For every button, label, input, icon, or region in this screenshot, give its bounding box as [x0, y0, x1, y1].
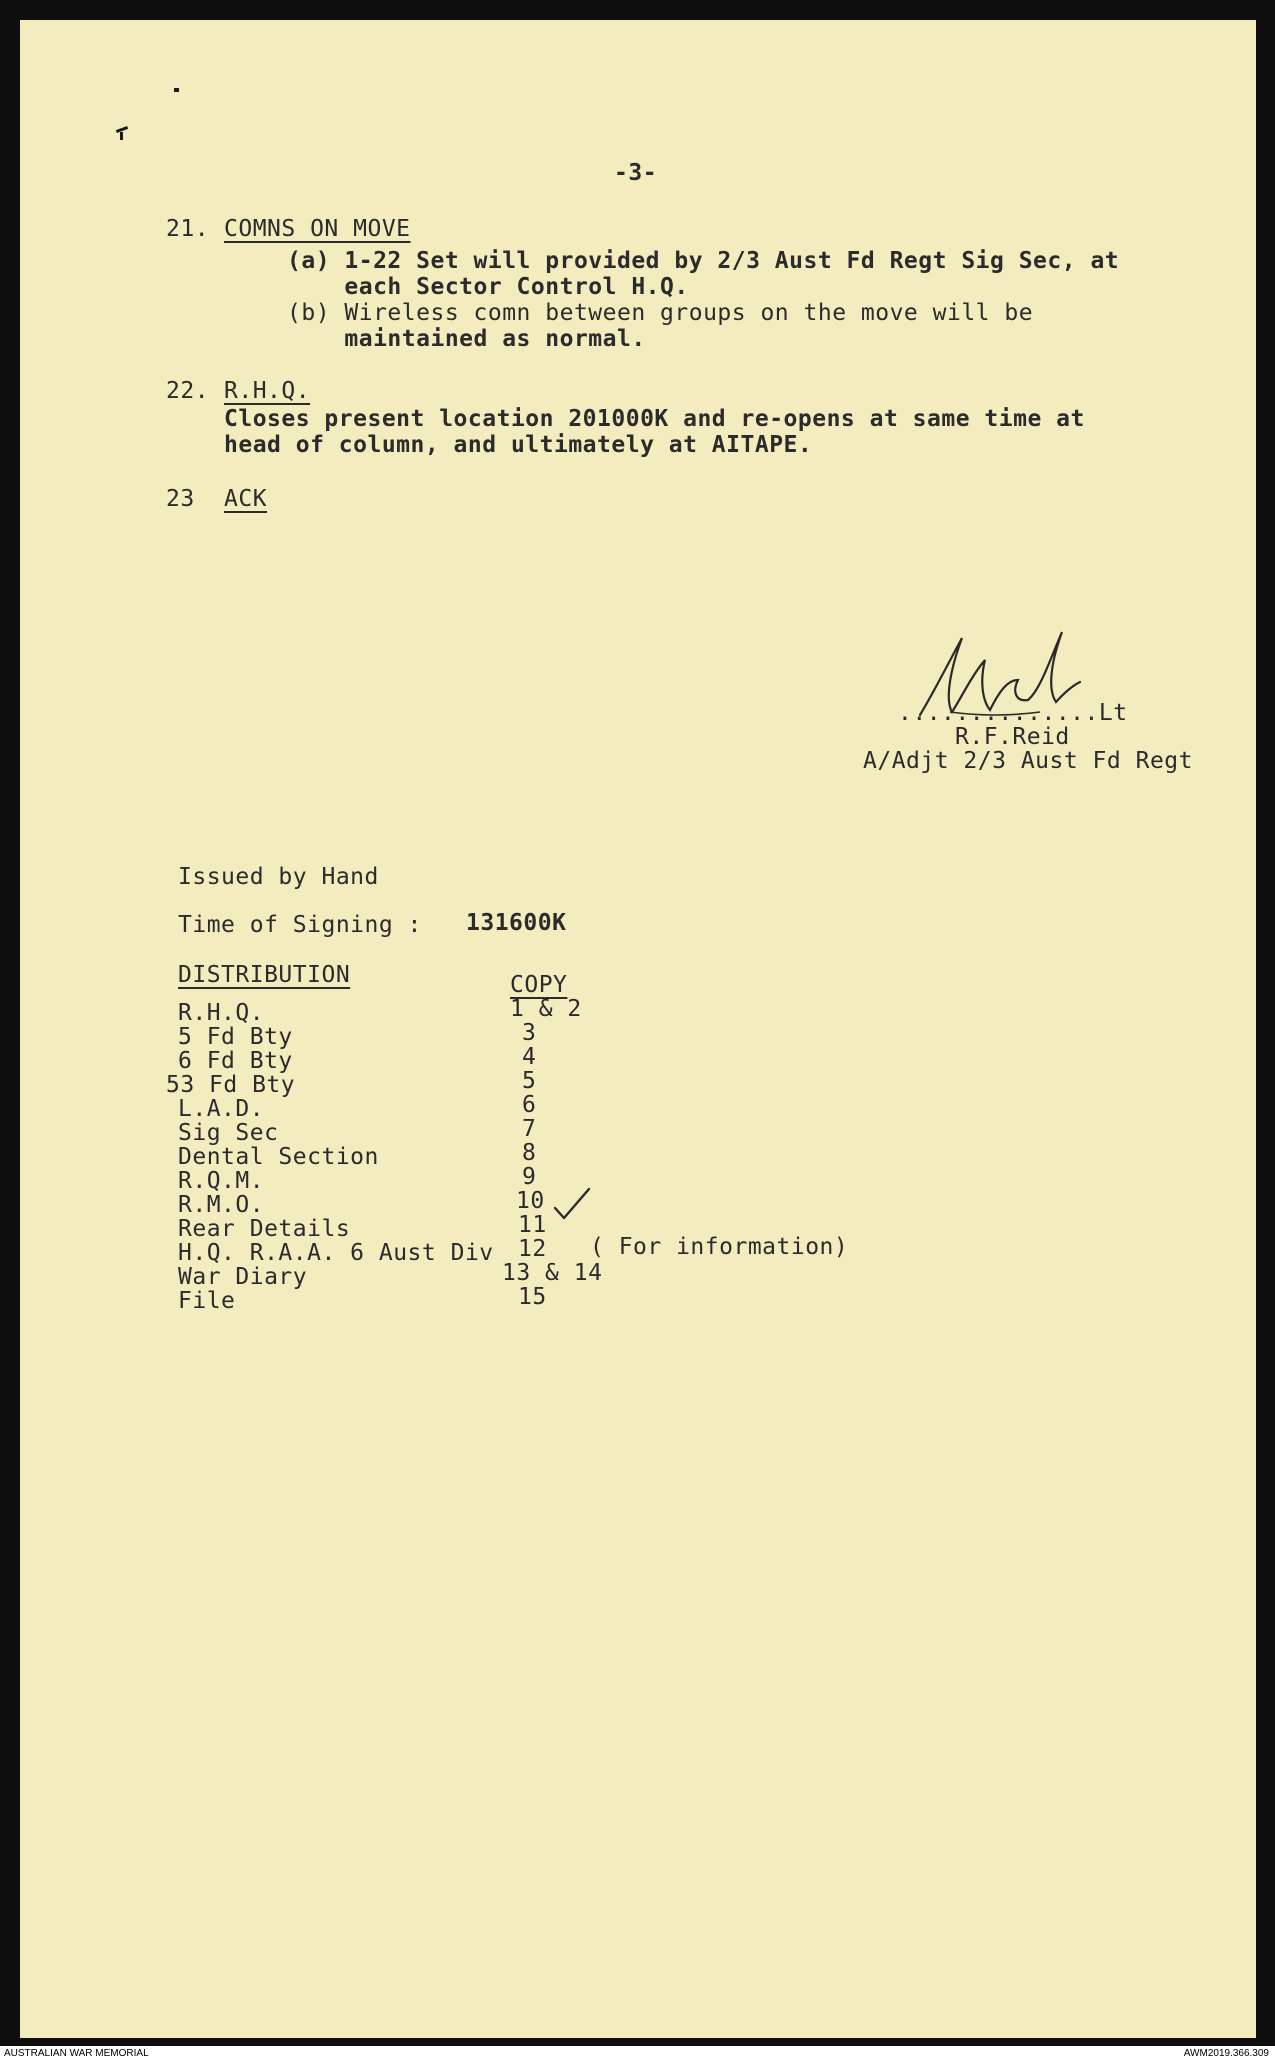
distribution-copy: 8 — [522, 1140, 537, 1166]
issued-by: Issued by Hand — [178, 864, 379, 890]
copy-heading: COPY — [510, 972, 568, 998]
distribution-copy: 9 — [522, 1164, 537, 1190]
distribution-copy: 15 — [518, 1284, 547, 1310]
distribution-unit: L.A.D. — [178, 1096, 265, 1122]
signatory-name: R.F.Reid — [955, 724, 1070, 750]
distribution-unit: Rear Details — [178, 1216, 351, 1242]
distribution-copy: 10 — [516, 1188, 545, 1214]
distribution-unit: Dental Section — [178, 1144, 379, 1170]
distribution-unit: R.M.O. — [178, 1192, 265, 1218]
distribution-heading: DISTRIBUTION — [178, 962, 351, 988]
document-page — [20, 20, 1256, 2038]
distribution-copy: 11 — [518, 1212, 547, 1238]
distribution-unit: R.H.Q. — [178, 1000, 265, 1026]
item-21-line-3: (b) Wireless comn between groups on the move will be — [287, 300, 1034, 326]
time-of-signing-label: Time of Signing : — [178, 912, 422, 938]
distribution-unit: File — [178, 1288, 236, 1314]
signature-line: ..............Lt — [898, 700, 1128, 726]
distribution-copy: 12 — [518, 1236, 547, 1262]
distribution-copy: 7 — [522, 1116, 537, 1142]
distribution-unit: 53 Fd Bty — [166, 1072, 296, 1098]
item-21-title: COMNS ON MOVE — [224, 216, 411, 242]
item-23-title: ACK — [224, 486, 268, 512]
item-21-line-2: each Sector Control H.Q. — [287, 274, 689, 300]
distribution-copy: 6 — [522, 1092, 537, 1118]
item-21-line-1: (a) 1-22 Set will provided by 2/3 Aust Fd Regt Sig Sec, at — [287, 248, 1120, 274]
distribution-unit: R.Q.M. — [178, 1168, 265, 1194]
ink-speck — [120, 132, 123, 140]
distribution-unit: War Diary — [178, 1264, 308, 1290]
distribution-copy: 1 & 2 — [510, 996, 582, 1022]
checkmark-icon — [552, 1186, 592, 1222]
item-22-line-2: head of column, and ultimately at AITAPE. — [224, 432, 813, 458]
item-23-number: 23 — [166, 486, 195, 512]
item-22-line-1: Closes present location 201000K and re-opens at same time at — [224, 406, 1085, 432]
distribution-unit: Sig Sec — [178, 1120, 279, 1146]
item-22-title: R.H.Q. — [224, 378, 311, 404]
time-of-signing-value: 131600K — [466, 910, 567, 936]
distribution-copy: 3 — [522, 1020, 537, 1046]
distribution-unit: 5 Fd Bty — [178, 1024, 293, 1050]
ink-speck — [174, 88, 179, 92]
archive-reference: AWM2019.366.309 — [1183, 2048, 1269, 2059]
archive-name: AUSTRALIAN WAR MEMORIAL — [4, 2048, 149, 2059]
item-21-line-4: maintained as normal. — [287, 326, 646, 352]
distribution-copy: 4 — [522, 1044, 537, 1070]
distribution-unit: H.Q. R.A.A. 6 Aust Div — [178, 1240, 494, 1266]
signatory-title: A/Adjt 2/3 Aust Fd Regt — [863, 748, 1193, 774]
archive-footer — [0, 2046, 1275, 2061]
distribution-note: ( For information) — [590, 1234, 849, 1260]
page-number: -3- — [614, 160, 658, 186]
item-22-number: 22. — [166, 378, 210, 404]
distribution-copy: 13 & 14 — [502, 1260, 603, 1286]
distribution-unit: 6 Fd Bty — [178, 1048, 293, 1074]
distribution-copy: 5 — [522, 1068, 537, 1094]
item-21-number: 21. — [166, 216, 210, 242]
